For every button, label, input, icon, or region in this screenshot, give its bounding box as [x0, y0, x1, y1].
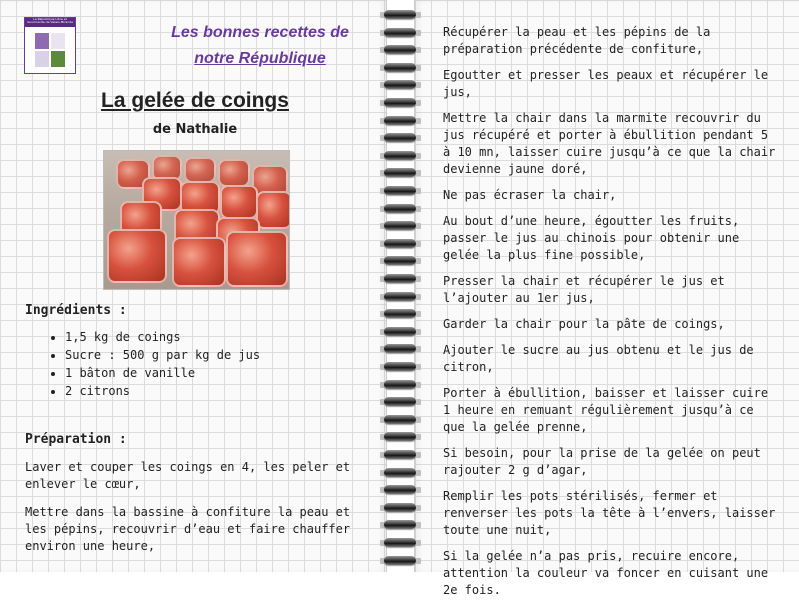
preparation-step: Porter à ébullition, baisser et laisser cuire 1 heure en remuant régulièrement jusqu’à ce que la gelée prenne,: [443, 386, 769, 434]
binding-ring: [380, 413, 422, 427]
preparation-step: Presser la chair et récupérer le jus et l’ajouter au 1er jus,: [443, 274, 725, 305]
binding-ring: [380, 43, 422, 57]
logo-emblem: [35, 33, 65, 67]
preparation-step: Récupérer la peau et les pépins de la préparation précédente de confiture,: [443, 25, 711, 56]
preparation-step: Egoutter et presser les peaux et récupérer le jus,: [443, 68, 769, 99]
binding-ring: [380, 149, 422, 163]
recipe-author: de Nathalie: [152, 122, 238, 137]
spiral-binding: [380, 0, 422, 572]
binding-ring: [380, 536, 422, 550]
preparation-step: Remplir les pots stérilisés, fermer et renverser les pots la tête à l’envers, laisser toute une nuit,: [443, 489, 776, 537]
binding-ring: [380, 395, 422, 409]
preparation-step: Si besoin, pour la prise de la gelée on peut rajouter 2 g d’agar,: [443, 446, 761, 477]
ingredient-item: • Sucre : 500 g par kg de jus: [65, 346, 260, 364]
ingredients-list: [25, 328, 260, 400]
recipe-title: La gelée de coings: [101, 89, 289, 112]
ingredients-title: Ingrédients :: [25, 303, 127, 318]
binding-ring: [380, 466, 422, 480]
binding-ring: [380, 254, 422, 268]
series-title-line2: notre République: [194, 50, 326, 67]
binding-ring: [380, 290, 422, 304]
binding-ring: [380, 448, 422, 462]
preparation-step: Au bout d’une heure, égoutter les fruits, passer le jus au chinois pour obtenir une gelée la plus fine possible,: [443, 214, 740, 262]
binding-ring: [380, 219, 422, 233]
preparation-step: Si la gelée n’a pas pris, recuire encore, attention la couleur va foncer en cuisant une 2e fois.: [443, 549, 769, 597]
preparation-step: Mettre dans la bassine à confiture la peau et les pépins, recouvrir d’eau et faire chauffer environ une heure,: [25, 505, 351, 553]
binding-ring: [380, 8, 422, 22]
binding-ring: [380, 342, 422, 356]
ingredient-item: • 1 bâton de vanille: [65, 364, 260, 382]
binding-ring: [380, 61, 422, 75]
binding-ring: [380, 325, 422, 339]
preparation-step: Mettre la chair dans la marmite recouvrir du jus récupéré et porter à ébullition pendant 5 à 10 mn, laisser cuire jusqu’à ce que la chair devienne jaune doré,: [443, 111, 776, 176]
binding-ring: [380, 166, 422, 180]
binding-ring: [380, 307, 422, 321]
binding-ring: [380, 378, 422, 392]
binding-ring: [380, 501, 422, 515]
jelly-jars-photo: [103, 150, 290, 290]
binding-ring: [380, 430, 422, 444]
series-title: [150, 20, 370, 72]
binding-ring: [380, 360, 422, 374]
logo-banner: La République Libre et Gourmande de Vassiv-Mirande: [25, 18, 75, 27]
series-title-line1: Les bonnes recettes de: [171, 24, 349, 41]
binding-ring: [380, 483, 422, 497]
binding-ring: [380, 26, 422, 40]
binding-ring: [380, 518, 422, 532]
ingredient-item: • 2 citrons: [65, 382, 260, 400]
binding-ring: [380, 554, 422, 568]
binding-ring: [380, 202, 422, 216]
binding-ring: [380, 272, 422, 286]
preparation-title: Préparation :: [25, 432, 127, 447]
preparation-step: Ajouter le sucre au jus obtenu et le jus de citron,: [443, 343, 754, 374]
preparation-step: Garder la chair pour la pâte de coings,: [443, 317, 725, 331]
preparation-step: Laver et couper les coings en 4, les peler et enlever le cœur,: [25, 460, 351, 491]
binding-ring: [380, 184, 422, 198]
republic-logo: [24, 17, 76, 74]
preparation-steps-continued: [443, 24, 778, 608]
preparation-step: Ne pas écraser la chair,: [443, 188, 617, 202]
ingredient-item: • 1,5 kg de coings: [65, 328, 260, 346]
binding-ring: [380, 237, 422, 251]
